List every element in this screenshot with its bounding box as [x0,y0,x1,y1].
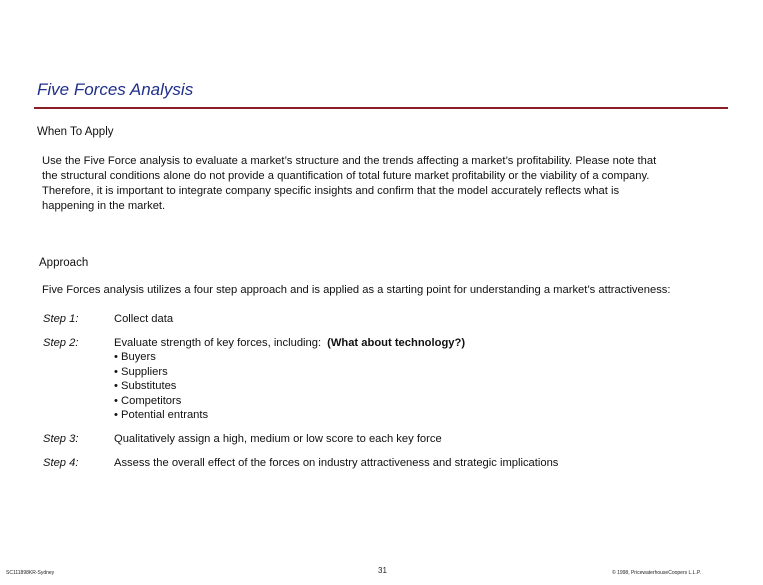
approach-intro: Five Forces analysis utilizes a four step approach and is applied as a starting point for understanding a market’s attractiveness: [42,284,671,296]
when-to-apply-heading: When To Apply [37,126,114,138]
force-item: • Substitutes [114,379,208,394]
step-2-text [114,337,465,349]
force-item: • Suppliers [114,365,208,380]
step-1-text: Collect data [114,313,174,325]
step-3-text: Qualitatively assign a high, medium or low score to each key force [114,433,442,445]
step-2-description: Evaluate strength of key forces, including: [114,337,322,349]
step-3-label: Step 3: [43,433,79,445]
document-code: SC111898KR-Sydney [6,570,55,576]
step-4-label: Step 4: [43,457,79,469]
paragraph-line: the structural conditions alone do not provide a quantification of total future market profitability or the viability of a company. [42,170,650,182]
force-item: • Competitors [114,394,208,409]
step-2-label: Step 2: [43,337,79,349]
page-title: Five Forces Analysis [37,80,194,99]
step-4-text: Assess the overall effect of the forces on industry attractiveness and strategic implications [114,457,559,469]
copyright: © 1998, PricewaterhouseCoopers L.L.P. [612,570,701,576]
paragraph-line: Therefore, it is important to integrate company specific insights and confirm that the model accurately reflects what is [42,185,620,197]
forces-list [114,350,208,423]
paragraph-line: happening in the market. [42,200,166,212]
when-to-apply-paragraph [42,154,722,214]
paragraph-line: Use the Five Force analysis to evaluate a market’s structure and the trends affecting a market’s profitability. Please note that [42,155,657,167]
force-item: • Potential entrants [114,408,208,423]
page-number: 31 [378,566,387,575]
force-item: • Buyers [114,350,208,365]
technology-note: (What about technology?) [327,337,466,349]
title-divider [34,107,728,109]
step-1-label: Step 1: [43,313,79,325]
approach-heading: Approach [39,257,89,269]
